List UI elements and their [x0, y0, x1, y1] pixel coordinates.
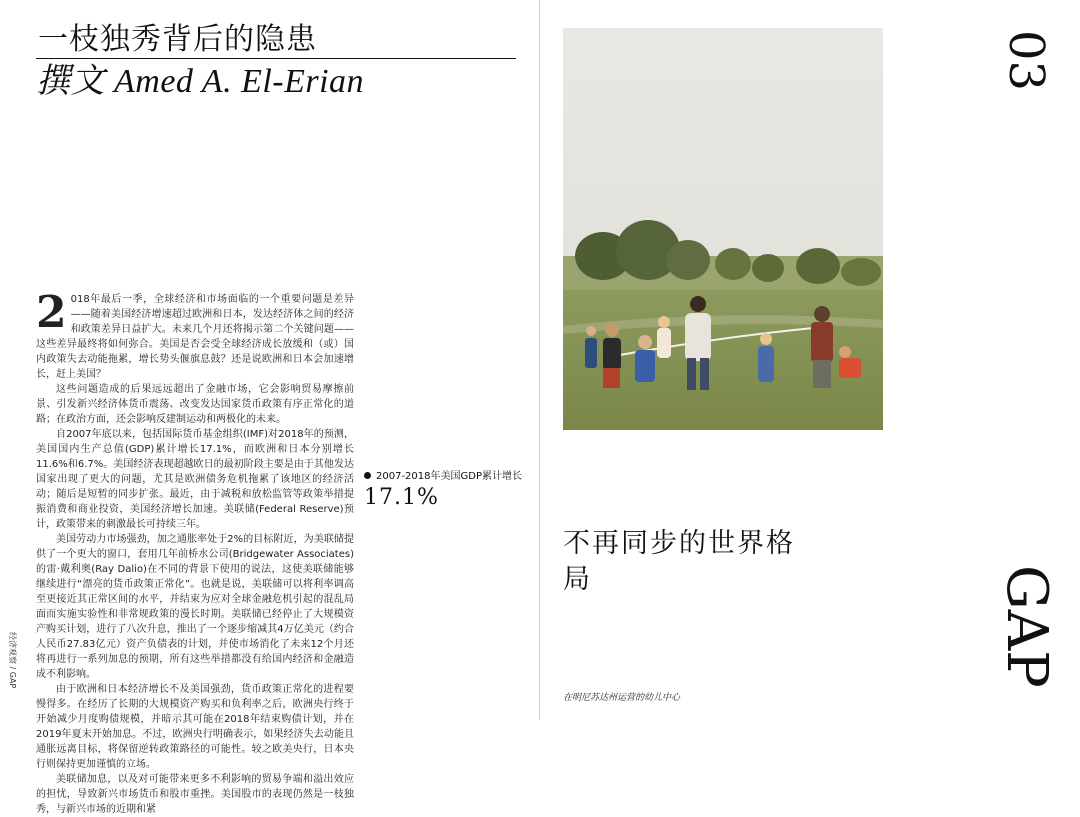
- section-label: [995, 565, 1057, 695]
- body-paragraph: 自2007年底以来，包括国际货币基金组织(IMF)对2018年的预测，美国国内生产总值(GDP)累计增长17.1%，而欧洲和日本分别增长11.6%和6.7%。美国经济表现超越欧日的最初阶段主要是由于其他发达国家出现了更大的问题，尤其是欧洲债务危机拖累了该地区的经济活动；随后是短暂的同步扩张。最近，由于减税和放松监管等政策举措提振消费和商业投资，美国经济增长加速。美联储(Federal Reserve)预计，政策带来的刺激最长可持续三年。: [36, 429, 354, 530]
- article-photo: [563, 28, 883, 430]
- paragraph-text: 018年最后一季，全球经济和市场面临的一个重要问题是差异——随着美国经济增速超过欧洲和日本，发达经济体之间的经济和政策差异日益扩大。未来几个月还将揭示第二个关键问题——这些差异最终将如何弥合。美国是否会受全球经济成长放缓和（或）国内政策失去动能拖累，增长势头偃旗息鼓？还是说欧洲和日本会加速增长，赶上美国？: [36, 294, 354, 380]
- body-paragraph: 这些问题造成的后果远远超出了金融市场，它会影响贸易摩擦前景、引发新兴经济体货币震荡、改变发达国家货币政策有序正常化的道路；在政治方面，还会影响反建制运动和两极化的未来。: [36, 384, 354, 425]
- article-title: 一枝独秀背后的隐患: [38, 22, 317, 57]
- bullet-dot-icon: [364, 472, 371, 479]
- page-number: [1000, 30, 1052, 100]
- photo-caption: 在明尼苏达州运营的幼儿中心: [563, 693, 681, 703]
- title-rule: [36, 58, 516, 59]
- section-label-text: GAP: [994, 565, 1059, 688]
- article-body: [36, 287, 354, 817]
- section-subhead: 不再同步的世界格局: [563, 528, 795, 595]
- page-number-text: 03: [998, 30, 1054, 92]
- drop-cap: 2: [36, 287, 67, 338]
- page-fold: [539, 0, 540, 720]
- body-paragraph: 美国劳动力市场强劲，加之通胀率处于2%的目标附近，为美联储提供了一个更大的窗口，套用几年前桥水公司(Bridgewater Associates)的雷·戴利奥(Ray Dalio)在不同的背景下使用的说法，这使美联储能够继续进行“漂亮的货币政策正常化”。也就是说，美联储可以将利率调高至更接近其正常区间的水平，并结束为应对全球金融危机引起的混乱局面而实施实验性和非常规政策的漫长时期。美联储已经停止了大规模资产购买计划，进行了八次升息，推出了一个逐步缩减其4万亿美元（约合人民币27.83亿元）资产负债表的计划，并使市场消化了未来12个月还将再进行一系列加息的预期，所有这些举措都没有给国内经济和金融造成不利影响。: [36, 534, 354, 680]
- stat-callout: [364, 471, 522, 511]
- stat-label: 2007-2018年美国GDP累计增长: [376, 471, 522, 482]
- body-paragraph: 美联储加息，以及对可能带来更多不利影响的贸易争端和溢出效应的担忧，导致新兴市场货币和股市重挫。美国股市的表现仍然是一枝独秀，与新兴市场的近期和紧: [36, 774, 354, 815]
- children-playing-photo: [563, 28, 883, 430]
- author-byline: 撰文 Amed A. El-Erian: [36, 63, 365, 100]
- stat-value: 17.1%: [364, 485, 439, 510]
- running-footer-text: 经济观察 / GAP: [8, 632, 17, 689]
- running-footer: [6, 632, 20, 702]
- body-paragraph: [36, 287, 354, 382]
- body-paragraph: 由于欧洲和日本经济增长不及美国强劲，货币政策正常化的进程要慢得多。在经历了长期的大规模资产购买和负利率之后，欧洲央行终于开始减少月度购债规模，并暗示其可能在2018年结束购债计划，并在2019年夏末开始加息。不过，欧洲央行明确表示，如果经济失去动能且通胀远离目标，将保留逆转政策路径的可能性。较之欧美央行，日本央行则保持更加谨慎的立场。: [36, 684, 354, 770]
